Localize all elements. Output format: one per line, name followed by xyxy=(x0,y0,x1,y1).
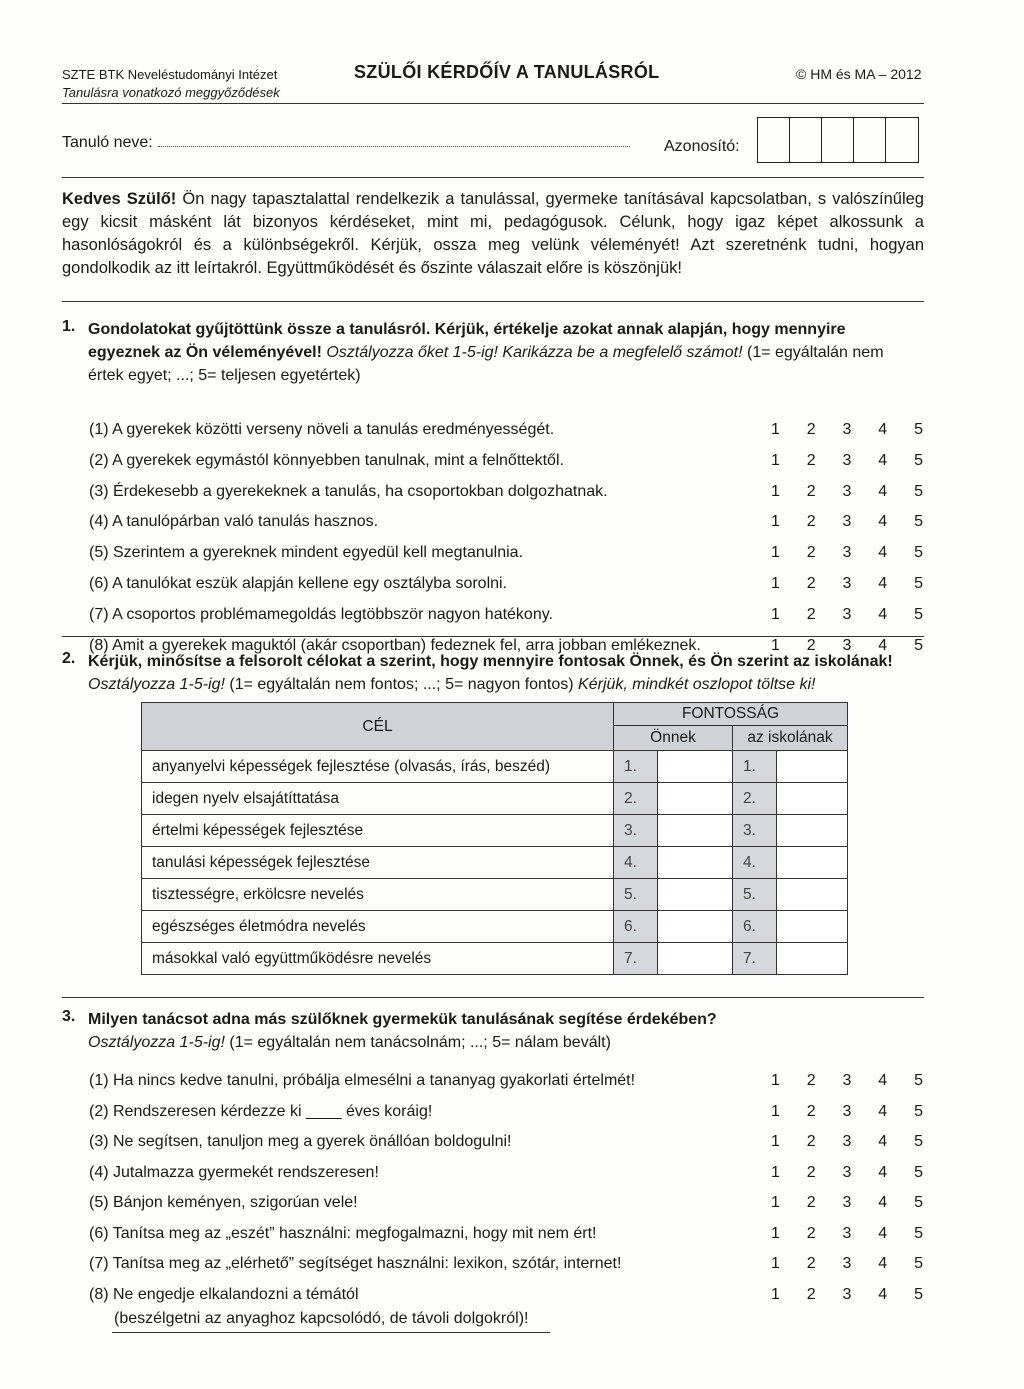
rating-item xyxy=(89,421,929,445)
you-rank-number: 3. xyxy=(614,815,658,847)
rating-item-text: (2) Rendszeresen kérdezze ki ____ éves koráig! xyxy=(89,1102,433,1120)
school-rating-box[interactable] xyxy=(777,911,848,943)
id-digit-box[interactable] xyxy=(822,118,854,162)
rating-option[interactable]: 2 xyxy=(806,1255,816,1272)
q2-prompt xyxy=(88,650,920,696)
rating-scale xyxy=(771,1133,923,1151)
rating-item-text: (3) Ne segítsen, tanuljon meg a gyerek önállóan boldogulni! xyxy=(89,1133,512,1150)
rating-option[interactable]: 4 xyxy=(878,1163,888,1181)
q1-divider xyxy=(62,636,924,637)
rating-scale xyxy=(771,1255,923,1273)
rating-option[interactable]: 1 xyxy=(771,1072,780,1089)
rating-option[interactable]: 2 xyxy=(806,636,816,654)
rating-option[interactable]: 3 xyxy=(842,1102,852,1120)
rating-scale xyxy=(771,1225,923,1243)
rating-option[interactable]: 2 xyxy=(806,544,816,562)
rating-option[interactable]: 5 xyxy=(914,1163,923,1181)
rating-option[interactable]: 3 xyxy=(842,1224,852,1242)
goal-name: idegen nyelv elsajátíttatása xyxy=(142,783,614,815)
header-subtitle: Tanulásra vonatkozó meggyőződések xyxy=(62,85,280,100)
intro-paragraph xyxy=(62,188,924,280)
school-rank-number: 6. xyxy=(733,911,777,943)
you-rank-number: 7. xyxy=(614,943,658,975)
rating-option[interactable]: 3 xyxy=(842,482,852,500)
rating-item-text: (7) Tanítsa meg az „elérhető” segítséget használni: lexikon, szótár, internet! xyxy=(89,1255,622,1272)
you-column-header: Önnek xyxy=(614,726,733,751)
rating-scale xyxy=(771,1194,923,1212)
rating-option[interactable]: 3 xyxy=(842,636,852,654)
rating-item xyxy=(89,452,929,476)
rating-option[interactable]: 4 xyxy=(878,451,888,469)
rating-scale xyxy=(771,452,923,470)
id-digit-box[interactable] xyxy=(886,118,918,162)
rating-option[interactable]: 4 xyxy=(878,421,888,438)
q2-divider xyxy=(62,997,924,998)
rating-item-text: (4) Jutalmazza gyermekét rendszeresen! xyxy=(89,1163,379,1181)
rating-scale xyxy=(771,1286,923,1304)
student-name-label: Tanuló neve: xyxy=(62,134,153,151)
rating-option[interactable]: 3 xyxy=(842,1285,852,1303)
rating-item-text: (5) Szerintem a gyereknek mindent egyedül kell megtanulnia. xyxy=(89,544,524,562)
rating-option[interactable]: 5 xyxy=(914,451,923,469)
rating-option[interactable]: 3 xyxy=(842,575,852,592)
rating-scale xyxy=(771,483,923,501)
rating-item-text: (3) Érdekesebb a gyerekeknek a tanulás, ha csoportokban dolgozhatnak. xyxy=(89,482,608,500)
id-digit-box[interactable] xyxy=(790,118,822,162)
rating-item xyxy=(89,1225,929,1249)
you-rating-box[interactable] xyxy=(658,911,733,943)
rating-option[interactable]: 5 xyxy=(914,482,923,500)
goal-name: egészséges életmódra nevelés xyxy=(142,911,614,943)
q3-item8-continuation: (beszélgetni az anyaghoz kapcsolódó, de távoli dolgokról)! xyxy=(114,1310,529,1327)
rating-item-text: (6) Tanítsa meg az „eszét” használni: megfogalmazni, hogy mit nem ért! xyxy=(89,1224,597,1242)
rating-option[interactable]: 3 xyxy=(842,1072,852,1089)
rating-item xyxy=(89,1255,929,1279)
rating-scale xyxy=(771,1103,923,1121)
you-rating-box[interactable] xyxy=(658,815,733,847)
school-rating-box[interactable] xyxy=(777,847,848,879)
rating-option[interactable]: 4 xyxy=(878,513,888,531)
rating-option[interactable]: 2 xyxy=(806,451,816,469)
q1-number: 1. xyxy=(62,318,76,335)
you-rank-number: 4. xyxy=(614,847,658,879)
intro-greeting: Kedves Szülő! xyxy=(62,190,177,208)
rating-item xyxy=(89,1194,929,1218)
rating-option[interactable]: 3 xyxy=(842,605,852,623)
rating-option[interactable]: 2 xyxy=(806,513,816,531)
you-rating-box[interactable] xyxy=(658,783,733,815)
rating-option[interactable]: 5 xyxy=(914,1133,923,1150)
school-rank-number: 3. xyxy=(733,815,777,847)
you-rank-number: 2. xyxy=(614,783,658,815)
you-rating-box[interactable] xyxy=(658,943,733,975)
rating-scale xyxy=(771,1164,923,1182)
rating-option[interactable]: 1 xyxy=(771,1163,780,1181)
you-rating-box[interactable] xyxy=(658,751,733,783)
rating-option[interactable]: 5 xyxy=(914,1194,923,1211)
school-rating-box[interactable] xyxy=(777,943,848,975)
rating-option[interactable]: 1 xyxy=(771,575,780,592)
rating-item xyxy=(89,1103,929,1127)
rating-option[interactable]: 5 xyxy=(914,1072,923,1089)
student-id-label: Azonosító: xyxy=(664,138,740,155)
school-rank-number: 4. xyxy=(733,847,777,879)
q1-prompt xyxy=(88,318,920,387)
rating-option[interactable]: 1 xyxy=(771,1194,780,1211)
rating-option[interactable]: 3 xyxy=(842,1194,852,1211)
page-title: SZÜLŐI KÉRDŐÍV A TANULÁSRÓL xyxy=(354,62,660,82)
q2-number: 2. xyxy=(62,650,76,667)
rating-option[interactable]: 5 xyxy=(914,1102,923,1120)
q2-bold: Kérjük, minősítse a felsorolt célokat a szerint, hogy mennyire fontosak Önnek, és Ön szerint az iskolának! xyxy=(88,653,893,670)
q3-number: 3. xyxy=(62,1008,76,1025)
rating-option[interactable]: 4 xyxy=(878,605,888,623)
rating-option[interactable]: 4 xyxy=(878,1072,888,1089)
you-rank-number: 6. xyxy=(614,911,658,943)
q1-scale-note: (1= egyáltalán nem értek egyet; ...; 5= teljesen egyetértek) xyxy=(88,344,884,384)
rating-item xyxy=(89,575,929,599)
rating-option[interactable]: 5 xyxy=(914,575,923,592)
rating-option[interactable]: 1 xyxy=(771,636,780,654)
rating-item-text: (1) A gyerekek közötti verseny növeli a tanulás eredményességét. xyxy=(89,421,555,438)
intro-text: Ön nagy tapasztalattal rendelkezik a tanulással, gyermeke tanításával kapcsolatban, s valószínűleg egy kicsit másként lát bizonyos kérdéseket, mint mi, pedagógusok. Célunk, hogy igaz képet alkossunk a hasonlóságokról és a különbségekről. Kérjük, ossza meg velünk véleményét! Azt szeretnénk tudni, hogyan gondolkodik az itt leírtakról. Együttműködését és őszinte válaszait előre is köszönjük! xyxy=(62,190,924,277)
importance-column-header: FONTOSSÁG xyxy=(614,703,848,726)
rating-scale xyxy=(771,513,923,531)
school-rank-number: 2. xyxy=(733,783,777,815)
goal-row xyxy=(142,815,848,847)
rating-option[interactable]: 4 xyxy=(878,1285,888,1303)
q2-italic1: Osztályozza 1-5-ig! xyxy=(88,676,225,693)
rating-option[interactable]: 2 xyxy=(806,1163,816,1181)
rating-option[interactable]: 3 xyxy=(842,421,852,438)
goal-row xyxy=(142,751,848,783)
copyright: © HM és MA – 2012 xyxy=(796,66,922,82)
goal-row xyxy=(142,911,848,943)
rating-option[interactable]: 2 xyxy=(806,421,816,438)
rating-option[interactable]: 5 xyxy=(914,636,923,654)
rating-option[interactable]: 5 xyxy=(914,544,923,562)
rating-option[interactable]: 3 xyxy=(842,513,852,531)
rating-option[interactable]: 2 xyxy=(806,482,816,500)
you-rank-number: 1. xyxy=(614,751,658,783)
rating-option[interactable]: 2 xyxy=(806,1194,816,1211)
goal-row xyxy=(142,943,848,975)
rating-option[interactable]: 4 xyxy=(878,575,888,592)
student-id-boxes xyxy=(757,117,919,163)
rating-option[interactable]: 5 xyxy=(914,513,923,531)
intro-divider xyxy=(62,301,924,302)
goal-name: másokkal való együttműködésre nevelés xyxy=(142,943,614,975)
rating-option[interactable]: 1 xyxy=(771,482,780,500)
rating-option[interactable]: 2 xyxy=(806,575,816,592)
rating-option[interactable]: 1 xyxy=(771,451,780,469)
rating-option[interactable]: 1 xyxy=(771,1133,780,1150)
rating-option[interactable]: 4 xyxy=(878,1224,888,1242)
rating-option[interactable]: 1 xyxy=(771,1285,780,1303)
goal-name: értelmi képességek fejlesztése xyxy=(142,815,614,847)
rating-option[interactable]: 1 xyxy=(771,605,780,623)
rating-option[interactable]: 5 xyxy=(914,1255,923,1272)
rating-option[interactable]: 4 xyxy=(878,636,888,654)
rating-option[interactable]: 1 xyxy=(771,1255,780,1272)
q3-scale-note: (1= egyáltalán nem tanácsolnám; ...; 5= nálam bevált) xyxy=(224,1034,611,1051)
school-rating-box[interactable] xyxy=(777,815,848,847)
rating-option[interactable]: 5 xyxy=(914,1224,923,1242)
rating-item xyxy=(89,1164,929,1188)
rating-option[interactable]: 2 xyxy=(806,605,816,623)
q3-bold: Milyen tanácsot adna más szülőknek gyermekük tanulásának segítése érdekében? xyxy=(88,1011,717,1028)
rating-option[interactable]: 5 xyxy=(914,421,923,438)
rating-scale xyxy=(771,1072,923,1090)
school-rank-number: 5. xyxy=(733,879,777,911)
id-digit-box[interactable] xyxy=(758,118,790,162)
goal-column-header: CÉL xyxy=(142,703,614,751)
rating-item xyxy=(89,1072,929,1096)
q2-italic2: Kérjük, mindkét oszlopot töltse ki! xyxy=(578,676,816,693)
q3-italic: Osztályozza 1-5-ig! xyxy=(88,1034,225,1051)
school-column-header: az iskolának xyxy=(733,726,848,751)
rating-item-text: (8) Amit a gyerekek maguktól (akár csoportban) fedeznek fel, arra jobban emlékeznek. xyxy=(89,636,701,654)
rating-scale xyxy=(771,544,923,562)
id-digit-box[interactable] xyxy=(854,118,886,162)
header-divider xyxy=(62,103,924,104)
name-divider xyxy=(62,177,924,178)
rating-scale xyxy=(771,606,923,624)
q3-prompt xyxy=(88,1008,920,1054)
rating-option[interactable]: 1 xyxy=(771,513,780,531)
rating-option[interactable]: 1 xyxy=(771,544,780,562)
rating-item-text: (8) Ne engedje elkalandozni a témától xyxy=(89,1285,359,1303)
rating-item xyxy=(89,1133,929,1157)
rating-option[interactable]: 1 xyxy=(771,421,780,438)
rating-item-text: (2) A gyerekek egymástól könnyebben tanulnak, mint a felnőttektől. xyxy=(89,451,564,469)
rating-option[interactable]: 2 xyxy=(806,1102,816,1120)
goal-row xyxy=(142,783,848,815)
q3-item8-underline xyxy=(112,1332,550,1333)
q2-scale-note: (1= egyáltalán nem fontos; ...; 5= nagyon fontos) xyxy=(224,676,579,693)
rating-option[interactable]: 4 xyxy=(878,1255,888,1272)
rating-scale xyxy=(771,421,923,439)
school-rating-box[interactable] xyxy=(777,751,848,783)
rating-option[interactable]: 2 xyxy=(806,1072,816,1089)
rating-option[interactable]: 1 xyxy=(771,1102,780,1120)
rating-option[interactable]: 3 xyxy=(842,451,852,469)
you-rating-box[interactable] xyxy=(658,847,733,879)
rating-option[interactable]: 4 xyxy=(878,1102,888,1120)
rating-option[interactable]: 4 xyxy=(878,1194,888,1211)
rating-scale xyxy=(771,575,923,593)
rating-item-text: (1) Ha nincs kedve tanulni, próbálja elmesélni a tananyag gyakorlati értelmét! xyxy=(89,1072,636,1089)
goal-row xyxy=(142,847,848,879)
student-name-field[interactable] xyxy=(158,146,630,147)
rating-option[interactable]: 5 xyxy=(914,605,923,623)
rating-option[interactable]: 3 xyxy=(842,1255,852,1272)
school-rating-box[interactable] xyxy=(777,783,848,815)
school-rank-number: 7. xyxy=(733,943,777,975)
rating-option[interactable]: 4 xyxy=(878,1133,888,1150)
you-rank-number: 5. xyxy=(614,879,658,911)
goal-name: tanulási képességek fejlesztése xyxy=(142,847,614,879)
goal-row xyxy=(142,879,848,911)
institute-name: SZTE BTK Neveléstudományi Intézet xyxy=(62,67,278,82)
q1-bold: Gondolatokat gyűjtöttünk össze a tanulásról. Kérjük, értékelje azokat annak alapján, hogy mennyire egyeznek az Ön véleményével! xyxy=(88,321,846,361)
q1-italic: Osztályozza őket 1-5-ig! Karikázza be a megfelelő számot! xyxy=(321,344,743,361)
rating-option[interactable]: 3 xyxy=(842,1133,852,1150)
goals-table xyxy=(141,702,848,975)
you-rating-box[interactable] xyxy=(658,879,733,911)
rating-option[interactable]: 4 xyxy=(878,544,888,562)
school-rating-box[interactable] xyxy=(777,879,848,911)
rating-item xyxy=(89,513,929,537)
rating-option[interactable]: 4 xyxy=(878,482,888,500)
rating-item-text: (7) A csoportos problémamegoldás legtöbbször nagyon hatékony. xyxy=(89,605,553,623)
header-institute xyxy=(62,66,280,102)
rating-option[interactable]: 2 xyxy=(806,1224,816,1242)
rating-option[interactable]: 5 xyxy=(914,1285,923,1303)
goal-name: anyanyelvi képességek fejlesztése (olvasás, írás, beszéd) xyxy=(142,751,614,783)
rating-item xyxy=(89,606,929,630)
rating-item-text: (6) A tanulókat eszük alapján kellene egy osztályba sorolni. xyxy=(89,575,508,592)
rating-option[interactable]: 2 xyxy=(806,1133,816,1150)
rating-item xyxy=(89,483,929,507)
school-rank-number: 1. xyxy=(733,751,777,783)
rating-item-text: (5) Bánjon keményen, szigorúan vele! xyxy=(89,1194,358,1211)
rating-item-text: (4) A tanulópárban való tanulás hasznos. xyxy=(89,513,379,531)
rating-option[interactable]: 3 xyxy=(842,544,852,562)
rating-option[interactable]: 1 xyxy=(771,1224,780,1242)
rating-option[interactable]: 3 xyxy=(842,1163,852,1181)
rating-option[interactable]: 2 xyxy=(806,1285,816,1303)
rating-item xyxy=(89,1286,929,1310)
rating-item xyxy=(89,544,929,568)
goal-name: tisztességre, erkölcsre nevelés xyxy=(142,879,614,911)
